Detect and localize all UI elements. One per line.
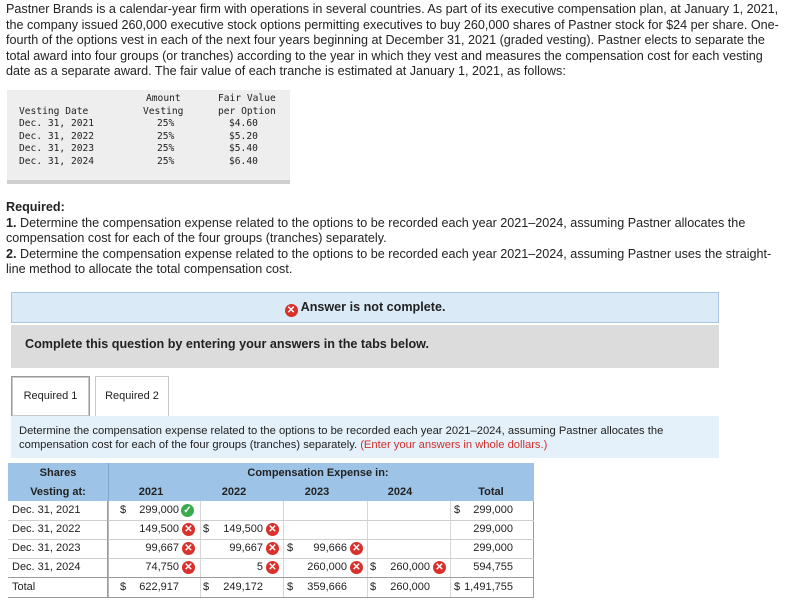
expense-input-2022[interactable]: 149,500 <box>223 523 263 535</box>
error-icon: ✕ <box>266 542 279 555</box>
dollar-sign: $ <box>370 581 377 593</box>
row-total: 299,000 <box>473 523 513 535</box>
dollar-sign: $ <box>120 581 127 593</box>
row-label: Dec. 31, 2023 <box>8 539 108 558</box>
error-icon: ✕ <box>182 561 195 574</box>
col-head-date: Vesting Date <box>19 105 89 117</box>
dollar-sign: $ <box>203 523 210 535</box>
error-icon: ✕ <box>285 304 298 317</box>
vesting-amount: 25% <box>157 118 175 129</box>
error-icon: ✕ <box>182 523 195 536</box>
vesting-table <box>7 90 290 184</box>
expense-input-2023[interactable]: 99,666 <box>313 542 347 554</box>
required-heading: Required: <box>6 200 65 214</box>
dollar-sign: $ <box>454 504 461 516</box>
complete-question-text: Complete this question by entering your answers in the tabs below. <box>25 337 429 351</box>
tab-instructions <box>11 416 719 458</box>
problem-intro: Pastner Brands is a calendar-year firm with operations in several countries. As part of its executive compensation plan, at January 1, 2021, the company issued 260,000 executive stock options permitting executives to buy 260,000 shares of Pastner stock for $24 per share. One-fourth of the options vest in each of the next four years beginning at December 31, 2021 (graded vesting). Pastner elects to separate the total award into four groups (or tranches) according to the year in which they vest and measures the compensation cost for each vesting date as a separate award. The fair value of each tranche is estimated at January 1, 2021, as follows: <box>6 2 779 78</box>
dollar-sign: $ <box>120 504 127 516</box>
check-icon: ✓ <box>181 504 194 517</box>
tab-required-1[interactable]: Required 1 <box>11 376 90 416</box>
error-icon: ✕ <box>266 561 279 574</box>
row-label: Dec. 31, 2022 <box>8 520 108 539</box>
col-head-fv-1: Fair Value <box>218 93 276 104</box>
expense-input-2022[interactable]: 5 <box>256 561 263 573</box>
instruction-text: Determine the compensation expense related to the options to be recorded each year 2021–2024, assuming Pastner allocates the compensation cost for each of the four groups (tranches) separately. <box>19 425 664 451</box>
expense-input-2021[interactable]: 299,000 <box>139 504 179 516</box>
expense-input-2021[interactable]: 149,500 <box>139 523 179 535</box>
instruction-note: (Enter your answers in whole dollars.) <box>360 438 548 451</box>
fair-value: $5.40 <box>229 143 258 154</box>
compensation-grid <box>8 463 534 598</box>
grand-total: 1,491,755 <box>464 581 513 593</box>
total-row-label: Total <box>8 578 108 597</box>
dollar-sign: $ <box>287 581 294 593</box>
vesting-date: Dec. 31, 2021 <box>19 118 95 129</box>
fair-value: $4.60 <box>229 118 258 129</box>
fair-value: $5.20 <box>229 130 258 142</box>
expense-input-2022[interactable]: 99,667 <box>229 542 263 554</box>
dollar-sign: $ <box>370 561 377 573</box>
row-total: 299,000 <box>473 504 513 516</box>
vesting-date: Dec. 31, 2022 <box>19 130 95 142</box>
col-head-amount-2: Vesting <box>143 105 184 117</box>
vesting-date: Dec. 31, 2023 <box>19 143 95 154</box>
tab-required-2[interactable]: Required 2 <box>95 376 169 416</box>
required-2-text: Determine the compensation expense related to the options to be recorded each year 2021–2024, assuming Pastner uses the straight-line method to allocate the total compensation cost. <box>6 246 772 276</box>
instructions-bar <box>11 325 719 368</box>
required-1-number: 1. <box>6 215 17 230</box>
row-label: Dec. 31, 2021 <box>8 501 108 520</box>
vesting-amount: 25% <box>157 155 175 167</box>
vesting-amount: 25% <box>157 143 175 154</box>
expense-input-2021[interactable]: 99,667 <box>145 542 179 554</box>
col-head-fv-2: per Option <box>218 105 276 117</box>
error-icon: ✕ <box>266 523 279 536</box>
row-total: 299,000 <box>473 542 513 554</box>
dollar-sign: $ <box>454 581 461 593</box>
vesting-date: Dec. 31, 2024 <box>19 155 95 167</box>
expense-input-2021[interactable]: 74,750 <box>145 561 179 573</box>
required-section <box>6 200 786 278</box>
total-2022: 249,172 <box>223 581 263 593</box>
dollar-sign: $ <box>287 542 294 554</box>
total-2023: 359,666 <box>307 581 347 593</box>
expense-input-2023[interactable]: 260,000 <box>307 561 347 573</box>
year-2022-header: 2022 <box>221 486 247 498</box>
answer-status-banner <box>11 292 719 323</box>
total-header: Total <box>478 486 504 498</box>
required-2-number: 2. <box>6 246 17 261</box>
vesting-amount: 25% <box>157 130 175 142</box>
required-1-text: Determine the compensation expense related to the options to be recorded each year 2021–2024, assuming Pastner allocates the compensation cost for each of the four groups (tranches) separately. <box>6 215 746 245</box>
col-head-amount-1: Amount <box>146 93 181 104</box>
comp-expense-label: Compensation Expense in: <box>247 467 389 479</box>
error-icon: ✕ <box>182 542 195 555</box>
year-2024-header: 2024 <box>387 486 413 498</box>
vesting-at-label: Vesting at: <box>30 486 86 498</box>
row-total: 594,755 <box>473 561 513 573</box>
year-2021-header: 2021 <box>138 486 164 498</box>
expense-input-2024[interactable]: 260,000 <box>390 561 430 573</box>
shares-label: Shares <box>39 467 77 479</box>
error-icon: ✕ <box>350 561 363 574</box>
total-2021: 622,917 <box>139 581 179 593</box>
error-icon: ✕ <box>350 542 363 555</box>
total-2024: 260,000 <box>390 581 430 593</box>
dollar-sign: $ <box>203 581 210 593</box>
error-icon: ✕ <box>433 561 446 574</box>
answer-status-text: Answer is not complete. <box>300 300 446 314</box>
fair-value: $6.40 <box>229 155 258 167</box>
year-2023-header: 2023 <box>304 486 330 498</box>
row-label: Dec. 31, 2024 <box>8 558 108 577</box>
